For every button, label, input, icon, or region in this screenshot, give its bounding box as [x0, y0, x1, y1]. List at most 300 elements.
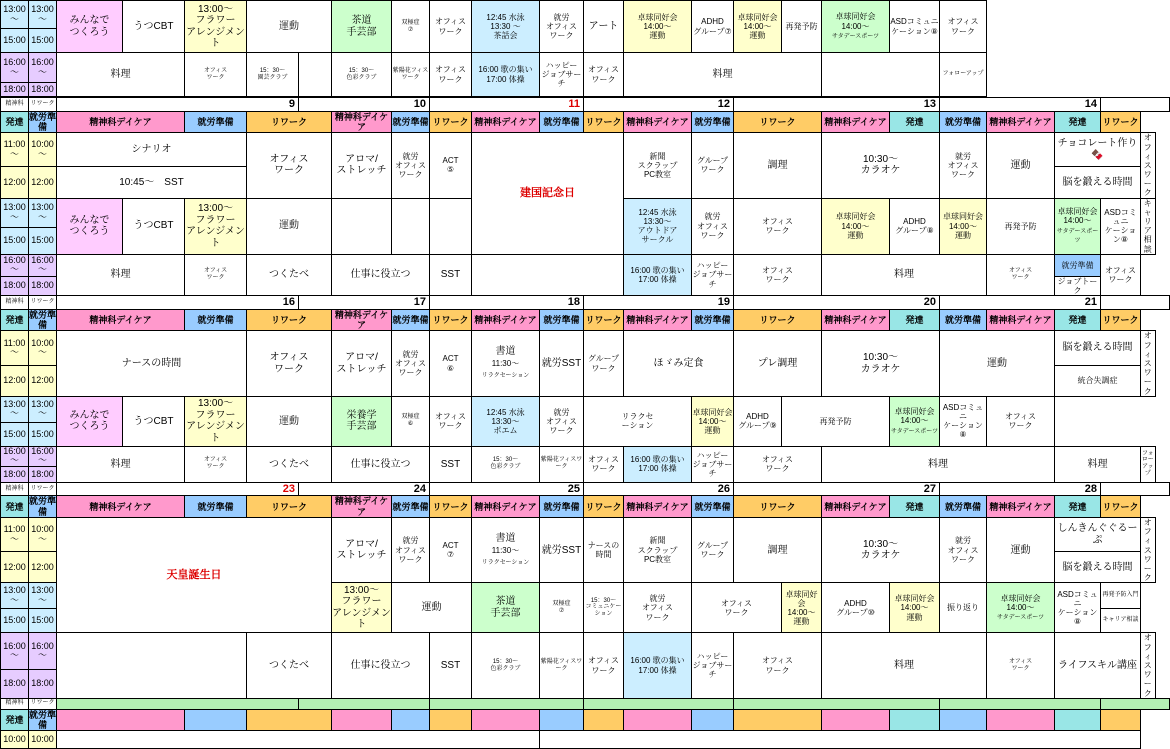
day-number-10: 10	[299, 98, 430, 112]
cell-mon-w1-b: うつCBT	[123, 1, 185, 53]
w4-sat-3: ライフスキル講座	[1055, 633, 1141, 698]
hdr-dev-sat-w5	[1055, 709, 1101, 731]
w4-sat-2c: 再発予防入門	[1101, 583, 1141, 609]
hdr-work-fri-w3: 就労準備	[940, 309, 987, 331]
hdr-re-tue-w3: リワーク	[430, 309, 472, 331]
hdr-dev-w2: 発達	[1, 111, 29, 133]
hdr-psy-wed-w3: 精神科デイケア	[472, 309, 540, 331]
w4-time3-start: 16:00 ～	[1, 633, 29, 669]
hdr-dev-w4: 発達	[1, 496, 29, 518]
w2-fri-1: 10:30～ カラオケ	[822, 133, 940, 198]
day-number-21: 21	[940, 296, 1101, 310]
hdr-dev-fri-w5	[890, 709, 940, 731]
w3-wed-1: 書道 11:30～ リラクセーション	[472, 331, 540, 396]
hdr-work-w3: 就労準備	[29, 309, 57, 331]
w4-wed-1c: ナースの 時間	[584, 518, 624, 583]
cell-wed-w1-a: 茶道 手芸部	[332, 1, 392, 53]
day-number-24: 24	[299, 482, 430, 496]
cell-thu-w1-c: アート	[584, 1, 624, 53]
w4-time1-end: 12:00	[1, 552, 29, 583]
hdr-re-thu-w5	[734, 709, 822, 731]
w3-mon-1: ナースの時間	[57, 331, 247, 396]
hdr-dev-fri-w2: 発達	[890, 111, 940, 133]
w2-mon-1c: オフィス ワーク	[247, 133, 332, 198]
w4-thu-3b: ハッピー ジョブサーチ	[692, 633, 734, 698]
w2-fri-1b: 就労 オフィス ワーク	[940, 133, 987, 198]
hdr-work-mon-w2: 就労準備	[185, 111, 247, 133]
cell-tue-w1-a: 13:00～ フラワー アレンジメント	[185, 1, 247, 53]
day-number-23: 23	[57, 482, 299, 496]
hdr-psy-thu-w3: 精神科デイケア	[624, 309, 692, 331]
hdr-psy-thu-w2: 精神科デイケア	[624, 111, 692, 133]
w2-tue-act: ACT ⑤	[430, 133, 472, 198]
w3-tue-act: ACT ⑥	[430, 331, 472, 396]
w4-thu-3c: オフィス ワーク	[734, 633, 822, 698]
week3-label-re: リワーク	[29, 296, 57, 310]
hdr-psy-sat-w3: 精神科デイケア	[987, 309, 1055, 331]
w4-wed-2b: 双極症 ⑦	[540, 583, 584, 633]
w2-mon-2b: うつCBT	[123, 198, 185, 254]
day-number-26: 26	[584, 482, 734, 496]
w3-fri-2b: ADHD グループ⑨	[734, 396, 782, 446]
w3-thu-3c: オフィス ワーク	[734, 446, 822, 482]
w3-sat-2a: 卓球同好会 14:00～ サタデースポーツ	[890, 396, 940, 446]
hdr-work-w4: 就労準備	[29, 496, 57, 517]
w3-thu-2c: リラクセ ーション	[584, 396, 692, 446]
cell-tue-w1-b: 運動	[247, 1, 332, 53]
w4-time2-end-b: 15:00	[29, 609, 57, 633]
w3-sat-2c: オフィス ワーク	[987, 396, 1055, 446]
hdr-re-sat-w3: リワーク	[1101, 309, 1141, 331]
w4-fri-1: 10:30～ カラオケ	[822, 518, 940, 583]
w2-sat-1c: オフィス ワーク	[1141, 133, 1156, 198]
hdr-psy-sat-w4: 精神科デイケア	[987, 496, 1055, 518]
w4-tue-1: アロマ/ ストレッチ	[332, 518, 392, 583]
day-number-20: 20	[734, 296, 940, 310]
w2-tue-1: アロマ/ ストレッチ	[332, 133, 392, 198]
w2-thu-1c: 調理	[734, 133, 822, 198]
w2-fri-2c: 卓球同好会 14:00～ 運動	[940, 198, 987, 254]
w4-tue-2b: 運動	[392, 583, 472, 633]
hdr-work-mon-w5	[185, 709, 247, 731]
hdr-work-fri-w4: 就労準備	[940, 496, 987, 518]
day-number-9: 9	[57, 98, 299, 112]
cell-mon-w1-a: みんなで つくろう	[57, 1, 123, 53]
w4-fri-3: 料理	[822, 633, 987, 698]
w4-time3-end: 18:00	[1, 669, 29, 698]
hdr-re-mon-w5	[247, 709, 332, 731]
w2-time2-start-b: 13:00 ～	[29, 198, 57, 227]
w3-wed-3b: 紫陽花フィスワーク	[540, 446, 584, 482]
week2-header-pad	[1101, 98, 1170, 112]
hdr-psy-sat-w5	[987, 709, 1055, 731]
hdr-psy-mon-w5	[57, 709, 185, 731]
w2-time2-end: 15:00	[1, 227, 29, 254]
w2-sat-3c: オフィス ワーク	[1101, 254, 1141, 295]
hdr-psy-fri-w3: 精神科デイケア	[822, 309, 890, 331]
hdr-work-wed-w3: 就労準備	[540, 309, 584, 331]
w3-sat-3: 料理	[1055, 446, 1141, 482]
week5-strip-sat	[940, 698, 1101, 709]
hdr-work-wed-w5	[540, 709, 584, 731]
cell-thu-w1-a: 12:45 水泳 13:30 ～ 茶話会	[472, 1, 540, 53]
hdr-dev-sat-w4: 発達	[1055, 496, 1101, 518]
w4-sat-1c: オフィス ワーク	[1141, 518, 1156, 583]
cell-thu-w1-r3: 16:00 歌の集い 17:00 体操	[472, 53, 540, 97]
week3-label-psy: 精神科	[1, 296, 29, 310]
w3-tue-3: つくたべ	[247, 446, 332, 482]
w5-time1-start-b: 10:00	[29, 731, 57, 749]
cell-fri-w1-a: 卓球同好会 14:00～ 運動	[624, 1, 692, 53]
cell-fri-w1-d: 再発予防	[782, 1, 822, 53]
w3-time2-end: 15:00	[1, 422, 29, 446]
w2-fri-2a: 卓球同好会 14:00～ 運動	[822, 198, 890, 254]
hdr-psy-thu-w4: 精神科デイケア	[624, 496, 692, 518]
w3-sat-1c: オフィス ワーク	[1141, 331, 1156, 396]
hdr-re-mon-w4: リワーク	[247, 496, 332, 518]
w3-time1-end: 12:00	[1, 365, 29, 396]
week4-header-pad	[1101, 482, 1170, 496]
w4-wed-1: 書道 11:30～ リラクセーション	[472, 518, 540, 583]
w2-wed-3pad	[472, 254, 624, 295]
hdr-work-tue-w2: 就労準備	[392, 111, 430, 133]
cell-wed-w1-c: オフィス ワーク	[430, 1, 472, 53]
w4-fri-2c: 卓球同好会 14:00～ 運動	[890, 583, 940, 633]
day-number-12: 12	[584, 98, 734, 112]
w2-sat-3a: 就労準備	[1055, 254, 1101, 276]
w2-tue-2pad	[332, 198, 392, 254]
hdr-work-thu-w2: 就労準備	[692, 111, 734, 133]
w3-fri-2a: 卓球同好会 14:00～ 運動	[692, 396, 734, 446]
w2-time3-end: 18:00	[1, 276, 29, 295]
w2-thu-1b: グループ ワーク	[692, 133, 734, 198]
cell-wed-w1-r3-label2: 紫陽花フィスワーク	[392, 53, 430, 97]
w4-time2-end: 15:00	[1, 609, 29, 633]
w2-thu-1: 新聞 スクラップ PC教室	[624, 133, 692, 198]
time-start-2b: 16:00 ～	[29, 53, 57, 83]
hdr-psy-tue-w2: 精神科デイケア	[332, 111, 392, 133]
w3-tue-3c: SST	[430, 446, 472, 482]
hdr-psy-tue-w5	[332, 709, 392, 731]
hdr-dev-sat-w2: 発達	[1055, 111, 1101, 133]
hdr-work-wed-w4: 就労準備	[540, 496, 584, 518]
w5-right-pad	[540, 731, 1141, 749]
hdr-psy-thu-w5	[624, 709, 692, 731]
w2-fri-2d: 再発予防	[987, 198, 1055, 254]
week2-label-re: リワーク	[29, 98, 57, 112]
cell-tue-w1-r3a	[299, 53, 332, 97]
w4-fri-2b: ADHD グループ⑩	[822, 583, 890, 633]
w4-wed-1b: 就労SST	[540, 518, 584, 583]
w4-wed-3b: 紫陽花フィスワーク	[540, 633, 584, 698]
cell-mon-w1-r3b: オフィス ワーク	[185, 53, 247, 97]
w5-left-pad	[57, 731, 540, 749]
w4-wed-2: 茶道 手芸部	[472, 583, 540, 633]
w3-fri-2c: 再発予防	[782, 396, 890, 446]
hdr-re-sat-w4: リワーク	[1101, 496, 1141, 518]
hdr-work-mon-w4: 就労準備	[185, 496, 247, 518]
hdr-psy-tue-w4: 精神科デイケア	[332, 496, 392, 518]
w3-sat-1: 脳を鍛える時間	[1055, 331, 1141, 365]
w2-sat-2a: 卓球同好会 14:00～ サタデースポーツ	[1055, 198, 1101, 254]
w2-time1-start-b: 10:00 ～	[29, 133, 57, 167]
hdr-psy-wed-w2: 精神科デイケア	[472, 111, 540, 133]
w2-mon-3: 料理	[57, 254, 185, 295]
w4-fri-3b: オフィス ワーク	[987, 633, 1055, 698]
day-number-17: 17	[299, 296, 430, 310]
w3-wed-3: 15：30～ 色彩クラブ	[472, 446, 540, 482]
w3-time1-start: 11:00 ～	[1, 331, 29, 365]
w2-time2-start: 13:00 ～	[1, 198, 29, 227]
cell-sat-w1-c: オフィス ワーク	[940, 1, 987, 53]
w4-tue-2: 13:00～ フラワー アレンジメント	[332, 583, 392, 633]
hdr-re-thu-w4: リワーク	[734, 496, 822, 518]
time-end-2b: 18:00	[29, 83, 57, 97]
w3-time3-start: 16:00 ～	[1, 446, 29, 466]
day-number-25: 25	[430, 482, 584, 496]
week4-label-psy: 精神科	[1, 482, 29, 496]
cell-thu-w1-r3c: オフィス ワーク	[584, 53, 624, 97]
hdr-psy-mon-w2: 精神科デイケア	[57, 111, 185, 133]
w4-sat-1: しんきんぐぐるーぷ	[1055, 518, 1141, 552]
week5-strip-tue	[299, 698, 430, 709]
w3-wed-1b: 就労SST	[540, 331, 584, 396]
w4-sat-2b: ASDコミュニ ケーション⑧	[1055, 583, 1101, 633]
w3-wed-1c: グループ ワーク	[584, 331, 624, 396]
w2-mon-1b: 10:45～ SST	[57, 167, 247, 198]
w4-thu-2: 就労 オフィス ワーク	[624, 583, 692, 633]
w2-thu-3b: ハッピー ジョブサーチ	[692, 254, 734, 295]
w3-fri-3: 料理	[822, 446, 1055, 482]
w2-sat-2b: ASDコミュニ ケーション⑧	[1101, 198, 1141, 254]
hdr-re-thu-w2: リワーク	[734, 111, 822, 133]
day-number-13: 13	[734, 98, 940, 112]
w4-time1-start: 11:00 ～	[1, 518, 29, 552]
w4-time3-start-b: 16:00 ～	[29, 633, 57, 669]
w4-sat-3c: オフィス ワーク	[1141, 633, 1156, 698]
hdr-psy-fri-w4: 精神科デイケア	[822, 496, 890, 518]
hdr-re-mon-w3: リワーク	[247, 309, 332, 331]
w3-time2-start: 13:00 ～	[1, 396, 29, 422]
w4-mon-holiday: 天皇誕生日	[57, 518, 332, 633]
w2-tue-3: つくたべ	[247, 254, 332, 295]
w3-tue-2: 13:00～ フラワー アレンジメント	[185, 396, 247, 446]
w3-mon-2b: うつCBT	[123, 396, 185, 446]
w4-time3-end-b: 18:00	[29, 669, 57, 698]
w3-time1-start-b: 10:00 ～	[29, 331, 57, 365]
cell-fri-w1-b: ADHD グループ⑦	[692, 1, 734, 53]
w2-sat-1: チョコレート作り🍫	[1055, 133, 1141, 167]
w2-tue-2pad3	[430, 198, 472, 254]
day-number-14: 14	[940, 98, 1101, 112]
hdr-work-thu-w5	[692, 709, 734, 731]
hdr-psy-wed-w5	[472, 709, 540, 731]
cell-tue-w1-r3-label: 15：30～ 園芸クラブ	[247, 53, 299, 97]
w2-sat-3b: ジョブトーク	[1055, 276, 1101, 295]
w3-time3-end: 18:00	[1, 466, 29, 482]
time-start-1: 13:00 ～	[1, 1, 29, 29]
w3-tue-2b: 運動	[247, 396, 332, 446]
w3-wed-2b: 双極症 ⑥	[392, 396, 430, 446]
time-start-1b: 13:00 ～	[29, 1, 57, 29]
hdr-re-wed-w5	[584, 709, 624, 731]
w3-mon-1b: オフィス ワーク	[247, 331, 332, 396]
w2-tue-3b: 仕事に役立つ	[332, 254, 430, 295]
w3-fri-1b: 運動	[940, 331, 1055, 396]
w4-thu-1b: グループ ワーク	[692, 518, 734, 583]
w4-mon-3pad	[57, 633, 247, 698]
day-number-28: 28	[940, 482, 1101, 496]
w4-fri-2a: 卓球同好会 14:00～ 運動	[782, 583, 822, 633]
cell-mon-w1-r3: 料理	[57, 53, 185, 97]
w5-time1-start: 10:00	[1, 731, 29, 749]
hdr-re-wed-w4: リワーク	[584, 496, 624, 518]
w2-thu-3c: オフィス ワーク	[734, 254, 822, 295]
hdr-psy-mon-w4: 精神科デイケア	[57, 496, 185, 518]
w4-tue-1b: 就労 オフィス ワーク	[392, 518, 430, 583]
hdr-work-thu-w3: 就労準備	[692, 309, 734, 331]
w4-fri-2d: 振り返り	[940, 583, 987, 633]
w2-mon-3b: オフィス ワーク	[185, 254, 247, 295]
w2-thu-2: 12:45 水泳 13:30～ アウトドア サークル	[624, 198, 692, 254]
hdr-psy-sat-w2: 精神科デイケア	[987, 111, 1055, 133]
w3-sat-3c: フォローアップ	[1141, 446, 1156, 482]
w3-fri-1: 10:30～ カラオケ	[822, 331, 940, 396]
hdr-psy-fri-w5	[822, 709, 890, 731]
w3-thu-2: 12:45 水泳 13:30～ ポエム	[472, 396, 540, 446]
time-end-1: 15:00	[1, 29, 29, 53]
hdr-dev-fri-w3: 発達	[890, 309, 940, 331]
cell-sat-w1-a: 卓球同好会 14:00～ サタデースポーツ	[822, 1, 890, 53]
w2-thu-2c: オフィス ワーク	[734, 198, 822, 254]
w3-wed-2c: オフィス ワーク	[430, 396, 472, 446]
w4-thu-1c: 調理	[734, 518, 822, 583]
w2-mon-1: シナリオ	[57, 133, 247, 167]
w2-fri-3b: オフィス ワーク	[987, 254, 1055, 295]
cell-wed-w1-r3b: オフィス ワーク	[430, 53, 472, 97]
w2-time1-start: 11:00 ～	[1, 133, 29, 167]
w2-time3-start-b: 16:00 ～	[29, 254, 57, 276]
w4-sat-2a: 卓球同好会 14:00～ サタデースポーツ	[987, 583, 1055, 633]
w2-tue-2b: 運動	[247, 198, 332, 254]
day-number-18: 18	[430, 296, 584, 310]
hdr-work-fri-w5	[940, 709, 987, 731]
w3-time2-end-b: 15:00	[29, 422, 57, 446]
w3-thu-2b: 就労 オフィス ワーク	[540, 396, 584, 446]
week5-strip-mon	[57, 698, 299, 709]
w4-thu-1: 新聞 スクラップ PC教室	[624, 518, 692, 583]
w4-wed-3: 15：30～ 色彩クラブ	[472, 633, 540, 698]
w4-wed-2c: 15：30～ コミュニケー ション	[584, 583, 624, 633]
w2-time3-start: 16:00 ～	[1, 254, 29, 276]
w3-time3-end-b: 18:00	[29, 466, 57, 482]
hdr-dev-w5: 発達	[1, 709, 29, 731]
week4-label-re: リワーク	[29, 482, 57, 496]
week5-strip-pad	[1101, 698, 1170, 709]
w2-tue-1b: 就労 オフィス ワーク	[392, 133, 430, 198]
w3-time3-start-b: 16:00 ～	[29, 446, 57, 466]
w3-mon-3: 料理	[57, 446, 185, 482]
w3-wed-3c: オフィス ワーク	[584, 446, 624, 482]
hdr-work-tue-w4: 就労準備	[392, 496, 430, 518]
time-start-2: 16:00 ～	[1, 53, 29, 83]
w4-sat-1b: 脳を鍛える時間	[1055, 552, 1141, 583]
hdr-re-tue-w4: リワーク	[430, 496, 472, 518]
week5-label-re: リワーク	[29, 698, 57, 709]
w2-tue-3c: SST	[430, 254, 472, 295]
w3-time2-start-b: 13:00 ～	[29, 396, 57, 422]
w2-tue-2: 13:00～ フラワー アレンジメント	[185, 198, 247, 254]
w4-tue-act: ACT ⑦	[430, 518, 472, 583]
w3-sat-2b: ASDコミュニ ケーション⑧	[940, 396, 987, 446]
hdr-work-thu-w4: 就労準備	[692, 496, 734, 518]
w3-mon-2: みんなで つくろう	[57, 396, 123, 446]
hdr-psy-tue-w3: 精神科デイケア	[332, 309, 392, 331]
w4-fri-1b: 就労 オフィス ワーク	[940, 518, 987, 583]
hdr-re-thu-w3: リワーク	[734, 309, 822, 331]
w3-wed-2: 栄養学 手芸部	[332, 396, 392, 446]
hdr-work-fri-w2: 就労準備	[940, 111, 987, 133]
hdr-re-sat-w2: リワーク	[1101, 111, 1141, 133]
w4-sat-2d: キャリア相談	[1101, 609, 1141, 633]
time-end-1b: 15:00	[29, 29, 57, 53]
cell-sat-w1-b: ASDコミュニ ケーション⑧	[890, 1, 940, 53]
w2-fri-1c: 運動	[987, 133, 1055, 198]
hdr-re-wed-w3: リワーク	[584, 309, 624, 331]
cell-fri-w1-c: 卓球同好会 14:00～ 運動	[734, 1, 782, 53]
w2-sat-1b: 脳を鍛える時間	[1055, 167, 1141, 198]
hdr-re-sat-w5	[1101, 709, 1141, 731]
w3-thu-3: 16:00 歌の集い 17:00 体操	[624, 446, 692, 482]
w4-tue-3c: SST	[430, 633, 472, 698]
hdr-dev-w3: 発達	[1, 309, 29, 331]
w3-tue-1b: 就労 オフィス ワーク	[392, 331, 430, 396]
w2-thu-3: 16:00 歌の集い 17:00 体操	[624, 254, 692, 295]
w2-time2-end-b: 15:00	[29, 227, 57, 254]
w2-time1-end-b: 12:00	[29, 167, 57, 198]
cell-wed-w1-r3-label: 15：30～ 色彩クラブ	[332, 53, 392, 97]
w3-thu-1b: プレ調理	[734, 331, 822, 396]
w2-fri-2b: ADHD グループ⑧	[890, 198, 940, 254]
w3-tue-1: アロマ/ ストレッチ	[332, 331, 392, 396]
hdr-work-w2: 就労準備	[29, 111, 57, 132]
w2-tue-2pad2	[392, 198, 430, 254]
w3-thu-1: ほゞみ定食	[624, 331, 734, 396]
cell-fri-w1-r3: 料理	[624, 53, 822, 97]
week5-label-psy: 精神科	[1, 698, 29, 709]
hdr-work-w5: 就労準備	[29, 709, 57, 731]
hdr-psy-wed-w4: 精神科デイケア	[472, 496, 540, 518]
w3-mon-3b: オフィス ワーク	[185, 446, 247, 482]
w2-wed-holiday: 建国記念日	[472, 133, 624, 254]
hdr-psy-mon-w3: 精神科デイケア	[57, 309, 185, 331]
w3-sat-1b: 統合失調症	[1055, 365, 1141, 396]
w2-thu-2b: 就労 オフィス ワーク	[692, 198, 734, 254]
cell-thu-w1-b: 就労 オフィス ワーク	[540, 1, 584, 53]
hdr-work-tue-w5	[392, 709, 430, 731]
hdr-work-wed-w2: 就労準備	[540, 111, 584, 133]
w4-thu-3: 16:00 歌の集い 17:00 体操	[624, 633, 692, 698]
week3-header-pad	[1101, 296, 1170, 310]
w4-thu-2b: オフィス ワーク	[692, 583, 782, 633]
w2-sat-2c: キャリア相談	[1141, 198, 1156, 254]
week5-strip-fri	[734, 698, 940, 709]
hdr-re-mon-w2: リワーク	[247, 111, 332, 133]
cell-wed-w1-b: 双極症 ⑦	[392, 1, 430, 53]
cell-sat-w1-r3	[822, 53, 940, 97]
w2-mon-2: みんなで つくろう	[57, 198, 123, 254]
w4-wed-3c: オフィス ワーク	[584, 633, 624, 698]
